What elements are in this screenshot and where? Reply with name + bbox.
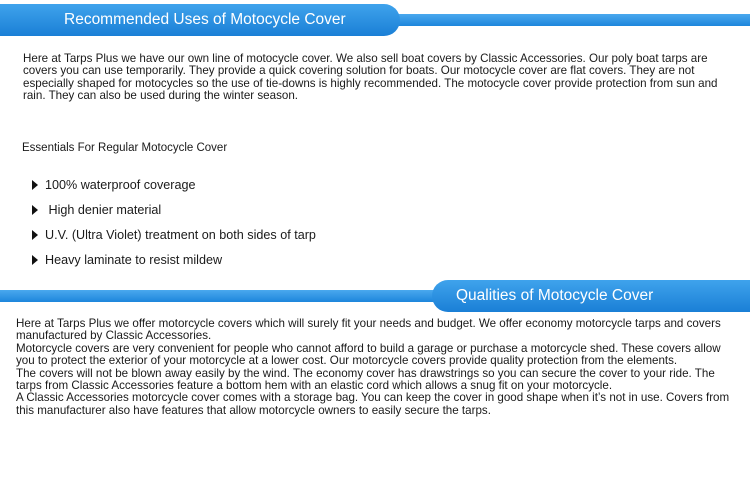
feature-item xyxy=(32,197,316,222)
bullet-arrow-icon xyxy=(32,255,38,265)
feature-text: High denier material xyxy=(45,202,162,217)
feature-text: 100% waterproof coverage xyxy=(45,177,196,192)
bullet-arrow-icon xyxy=(32,230,38,240)
section1-banner xyxy=(0,4,750,36)
features-list xyxy=(32,172,316,272)
feature-item xyxy=(32,247,316,272)
feature-item xyxy=(32,172,316,197)
section2-heading: Qualities of Motocycle Cover xyxy=(432,280,750,312)
bullet-arrow-icon xyxy=(32,205,38,215)
section2-body xyxy=(16,318,741,417)
feature-item xyxy=(32,222,316,247)
section2-paragraph: A Classic Accessories motorcycle cover comes with a storage bag. You can keep the cover in good shape when it’s not in use. Covers from this manufacturer also have features that allow motorcycle owners to easily secure the tarps. xyxy=(16,391,730,417)
section1-paragraph: Here at Tarps Plus we have our own line of motocycle cover. We also sell boat covers by Classic Accessories. Our poly boat tarps are covers you can use temporarily. They provide a quick covering solution for boats. Our motocycle cover are flat covers. They are not especially shaped for motocycles so the use of tie-downs is highly recommended. The motocycle cover provide protection from sun and rain. They can also be used during the winter season. xyxy=(23,52,718,103)
section2-paragraph: Here at Tarps Plus we offer motorcycle covers which will surely fit your needs and budget. We offer economy motorcycle tarps and covers manufactured by Classic Accessories. xyxy=(16,317,721,343)
feature-text: Heavy laminate to resist mildew xyxy=(45,252,223,267)
feature-text: U.V. (Ultra Violet) treatment on both sides of tarp xyxy=(45,227,316,242)
section2-banner xyxy=(0,280,750,312)
section1-heading: Recommended Uses of Motocycle Cover xyxy=(0,4,400,36)
essentials-title: Essentials For Regular Motocycle Cover xyxy=(22,142,228,154)
section2-paragraph: Motorcycle covers are very convenient for people who cannot afford to build a garage or purchase a motorcycle shed. These covers allow you to protect the exterior of your motorcycle at a lower cost. Our motorcycle covers provide quality protection from the elements. xyxy=(16,341,721,368)
section2-paragraph: The covers will not be blown away easily by the wind. The economy cover has drawstrings so you can secure the cover to your ride. The tarps from Classic Accessories feature a bottom hem with an elastic cord which allows a snug fit on your motorcycle. xyxy=(16,366,715,393)
bullet-arrow-icon xyxy=(32,180,38,190)
